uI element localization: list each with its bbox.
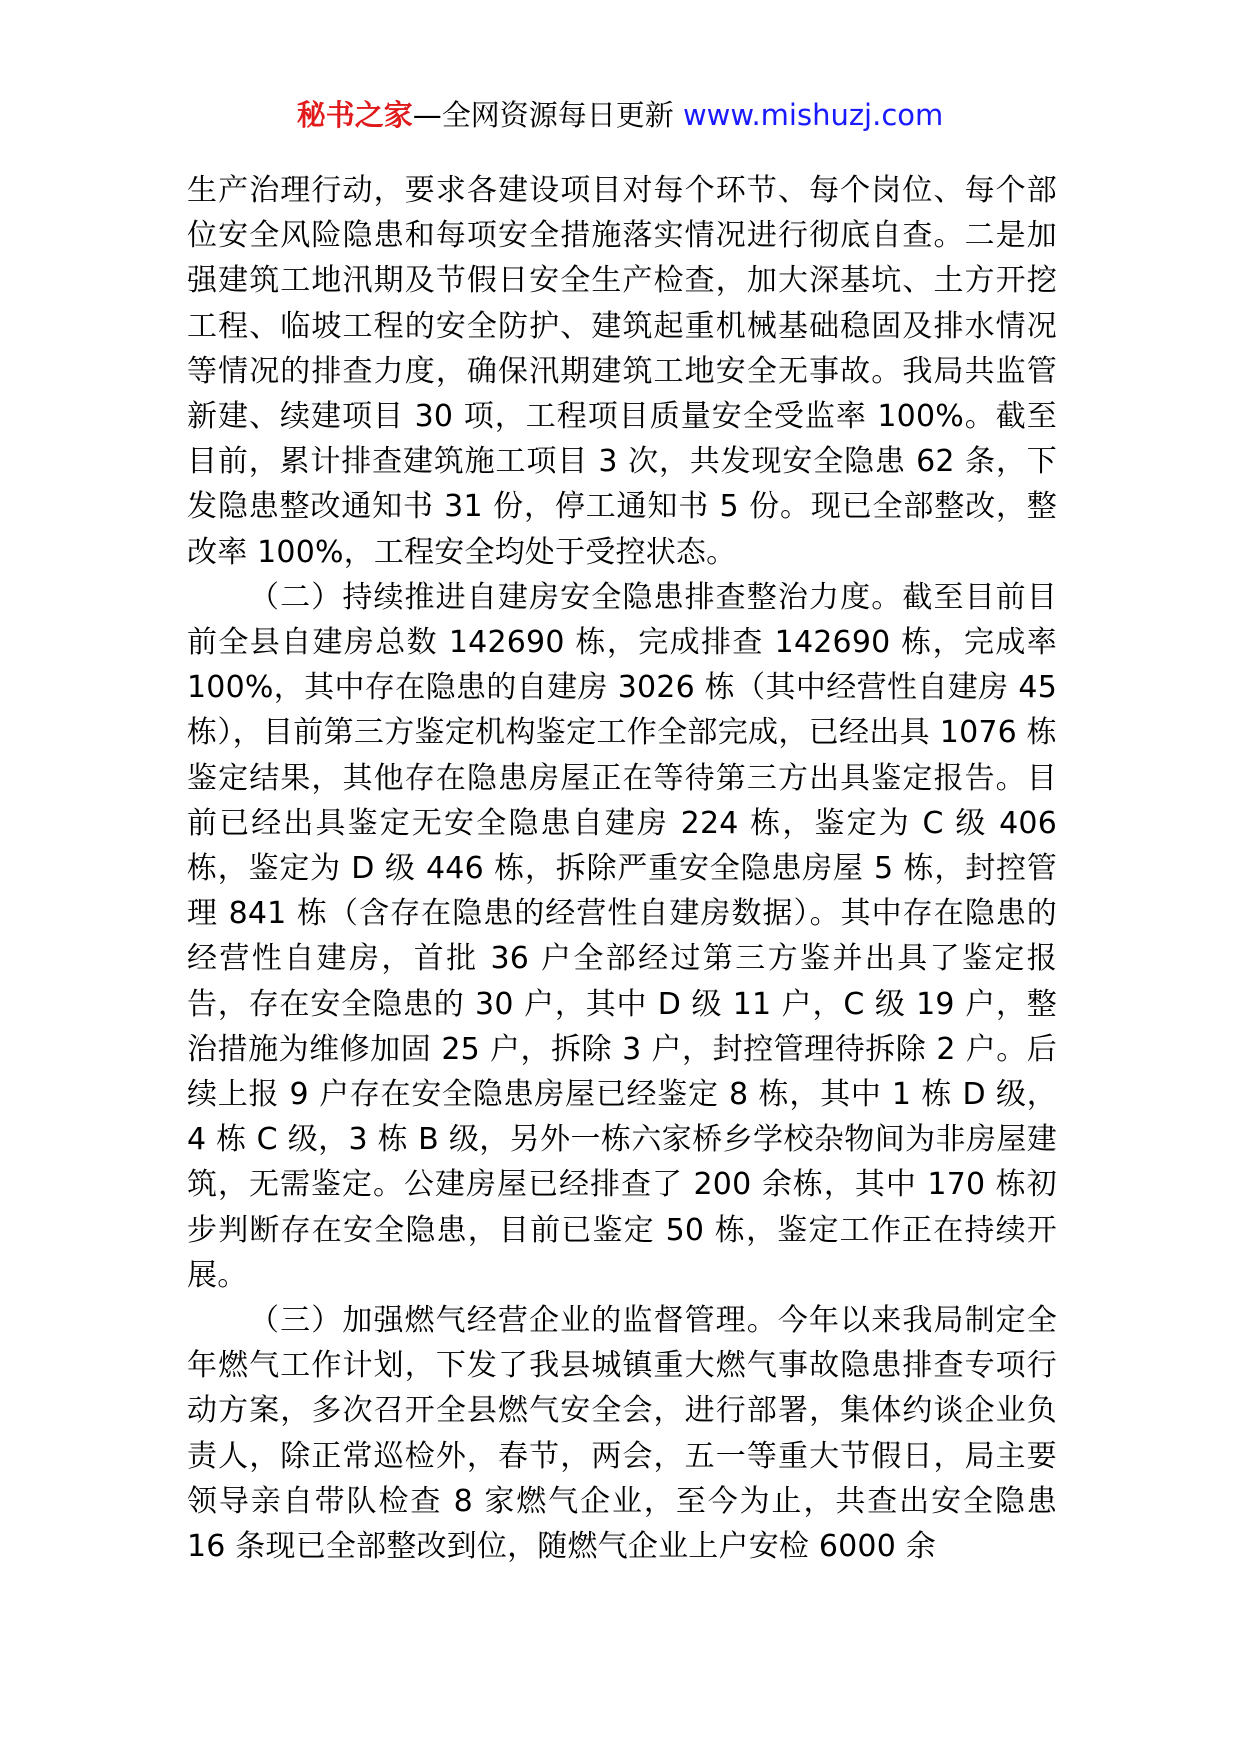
- document-body: [187, 168, 1057, 1569]
- paragraph-gas-supervision: （三）加强燃气经营企业的监督管理。今年以来我局制定全年燃气工作计划，下发了我县城镇重大燃气事故隐患排查专项行动方案，多次召开全县燃气安全会，进行部署，集体约谈企业负责人，除正常巡检外，春节，两会，五一等重大节假日，局主要领导亲自带队检查 8 家燃气企业，至今为止，共查出安全隐患 16 条现已全部整改到位，随燃气企业上户安检 6000 余: [187, 1303, 1057, 1565]
- site-brand: 秘书之家: [296, 98, 413, 132]
- paragraph-self-built-housing: （二）持续推进自建房安全隐患排查整治力度。截至目前目前全县自建房总数 142690 栋，完成排查 142690 栋，完成率 100%，其中存在隐患的自建房 3026 栋（其中经营性自建房 45 栋），目前第三方鉴定机构鉴定工作全部完成，已经出具 1076 栋鉴定结果，其他存在隐患房屋正在等待第三方出具鉴定报告。目前已经出具鉴定无安全隐患自建房 224 栋，鉴定为 C 级 406 栋，鉴定为 D 级 446 栋，拆除严重安全隐患房屋 5 栋，封控管理 841 栋（含存在隐患的经营性自建房数据）。其中存在隐患的经营性自建房，首批 36 户全部经过第三方鉴并出具了鉴定报告，存在安全隐患的 30 户，其中 D 级 11 户，C 级 19 户，整治措施为维修加固 25 户，拆除 3 户，封控管理待拆除 2 户。后续上报 9 户存在安全隐患房屋已经鉴定 8 栋，其中 1 栋 D 级，4 栋 C 级，3 栋 B 级，另外一栋六家桥乡学校杂物间为非房屋建筑，无需鉴定。公建房屋已经排查了 200 余栋，其中 170 栋初步判断存在安全隐患，目前已鉴定 50 栋，鉴定工作正在持续开展。: [187, 579, 1057, 1293]
- page-header: [0, 95, 1240, 135]
- site-tagline: —全网资源每日更新: [412, 98, 683, 132]
- site-url[interactable]: www.mishuzj.com: [682, 98, 944, 132]
- paragraph-continued: 生产治理行动，要求各建设项目对每个环节、每个岗位、每个部位安全风险隐患和每项安全措施落实情况进行彻底自查。二是加强建筑工地汛期及节假日安全生产检查，加大深基坑、土方开挖工程、临坡工程的安全防护、建筑起重机械基础稳固及排水情况等情况的排查力度，确保汛期建筑工地安全无事故。我局共监管新建、续建项目 30 项，工程项目质量安全受监率 100%。截至目前，累计排查建筑施工项目 3 次，共发现安全隐患 62 条，下发隐患整改通知书 31 份，停工通知书 5 份。现已全部整改，整改率 100%，工程安全均处于受控状态。: [187, 173, 1057, 570]
